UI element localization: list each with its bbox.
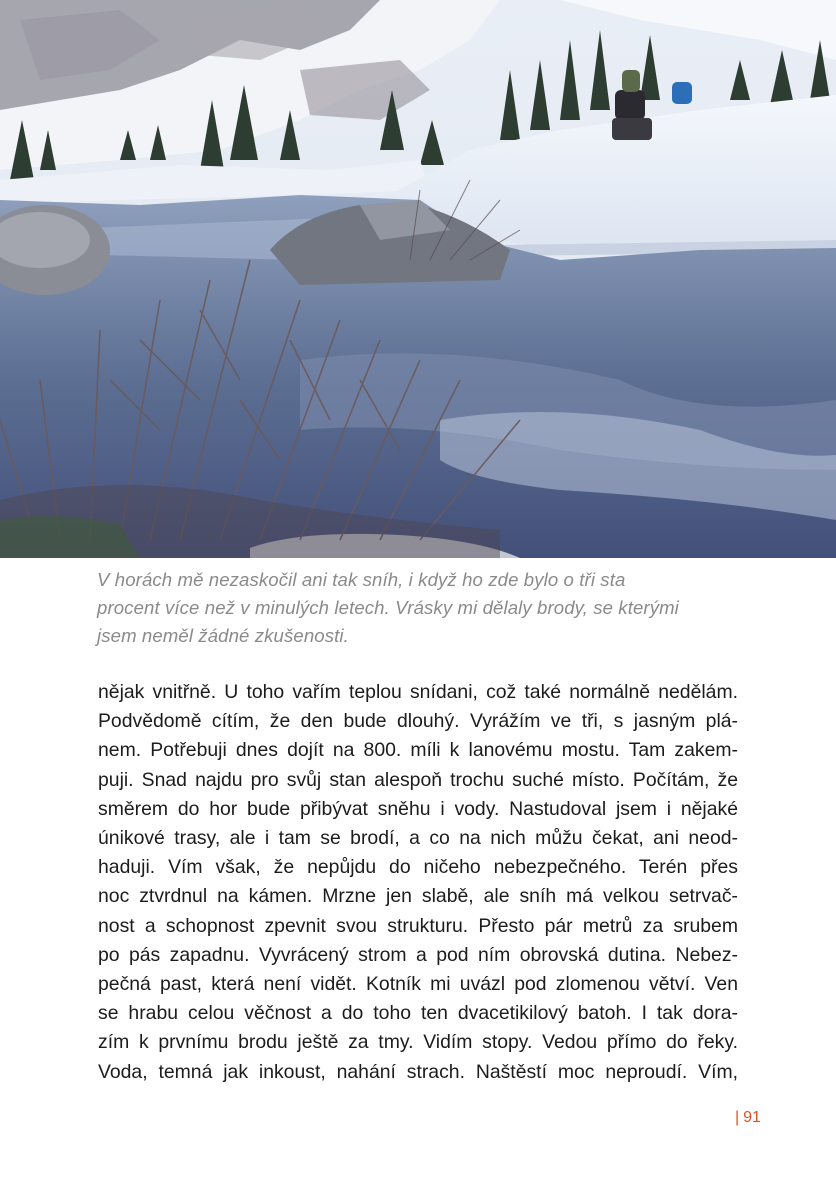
body-paragraph <box>98 678 738 1087</box>
body-line: nějak vnitřně. U toho vařím teplou snídani, což také normálně nedělám. <box>98 681 738 703</box>
body-line: Voda, temná jak inkoust, nahání strach. Naštěstí moc neproudí. Vím, <box>98 1060 738 1083</box>
caption-line: jsem neměl žádné zkušenosti. <box>97 625 349 646</box>
photo-caption <box>97 566 757 650</box>
body-line: směrem do hor bude přibývat sněhu i vody. Nastudoval jsem i nějaké <box>98 797 738 820</box>
body-line: únikové trasy, ale i tam se brodí, a co na nich můžu čekat, ani neod- <box>98 827 738 850</box>
body-line: se hrabu celou věčnost a do toho ten dvacetikilový batoh. I tak dora- <box>98 1002 738 1025</box>
body-line: noc ztvrdnul na kámen. Mrzne jen slabě, ale sníh má velkou setrvač- <box>98 885 738 908</box>
page-number-value: 91 <box>743 1109 761 1126</box>
body-line: puji. Snad najdu pro svůj stan alespoň trochu suché místo. Počítám, že <box>98 768 738 791</box>
body-line: haduji. Vím však, že nepůjdu do ničeho nebezpečného. Terén přes <box>98 856 738 879</box>
body-line: nost a schopnost zpevnit svou strukturu. Přesto pár metrů za srubem <box>98 914 738 937</box>
body-line: Podvědomě cítím, že den bude dlouhý. Vyrážím ve tři, s jasným plá- <box>98 710 738 733</box>
page-number <box>735 1109 761 1127</box>
body-line: po pás zapadnu. Vyvrácený strom a pod ním obrovská dutina. Nebez- <box>98 943 738 966</box>
page-number-separator: | <box>735 1109 740 1126</box>
body-line: zím k prvnímu brodu ještě za tmy. Vidím stopy. Vedou přímo do řeky. <box>98 1031 738 1054</box>
mountain-river-photo <box>0 0 836 558</box>
body-line: pečná past, která není vidět. Kotník mi uvázl pod zlomenou větví. Ven <box>98 973 738 996</box>
body-line: nem. Potřebuji dnes dojít na 800. míli k lanovému mostu. Tam zakem- <box>98 739 738 762</box>
caption-line: procent více než v minulých letech. Vrásky mi dělaly brody, se kterými <box>97 597 679 618</box>
caption-line: V horách mě nezaskočil ani tak sníh, i když ho zde bylo o tři sta <box>97 569 626 590</box>
